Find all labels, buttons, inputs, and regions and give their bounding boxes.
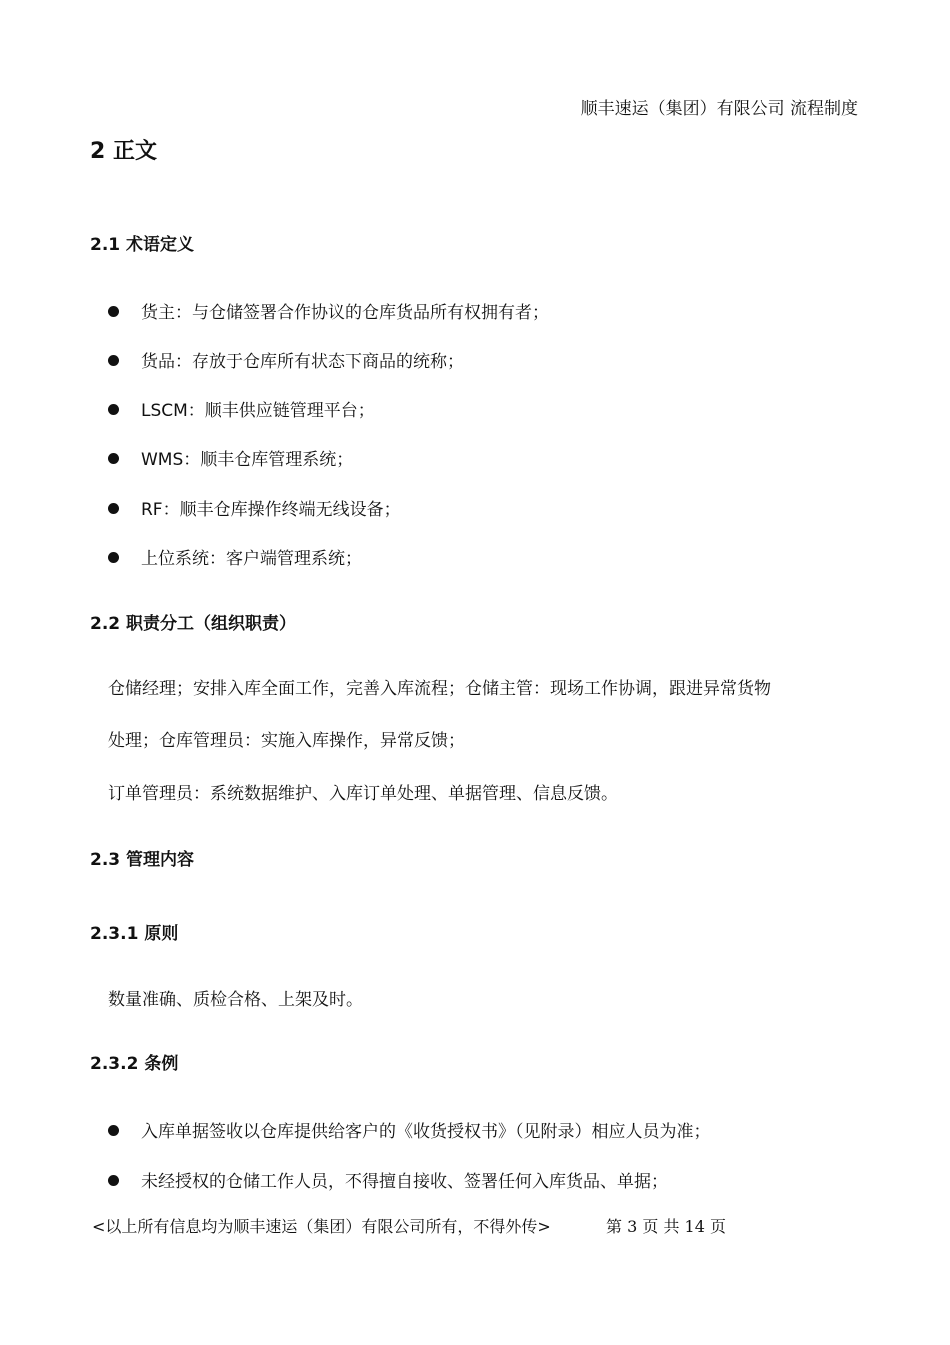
paragraph-line: 处理；仓库管理员：实施入库操作，异常反馈； bbox=[108, 731, 465, 751]
list-item: RF：顺丰仓库操作终端无线设备； bbox=[108, 495, 401, 520]
heading-2-2: 2.2 职责分工（组织职责） bbox=[90, 614, 297, 634]
list-item: 货品：存放于仓库所有状态下商品的统称； bbox=[108, 347, 464, 372]
heading-2-3-2: 2.3.2 条例 bbox=[90, 1054, 179, 1074]
paragraph-line: 仓储经理；安排入库全面工作，完善入库流程；仓储主管：现场工作协调，跟进异常货物 bbox=[108, 679, 771, 699]
page-number: 第 3 页 共 14 页 bbox=[606, 1217, 726, 1236]
bullet-icon bbox=[108, 355, 119, 366]
paragraph-line: 订单管理员：系统数据维护、入库订单处理、单据管理、信息反馈。 bbox=[108, 784, 618, 804]
section-title: 2 正文 bbox=[90, 139, 157, 164]
bullet-icon bbox=[108, 1175, 119, 1186]
list-item: 货主：与仓储签署合作协议的仓库货品所有权拥有者； bbox=[108, 298, 549, 323]
list-item: 未经授权的仓储工作人员，不得擅自接收、签署任何入库货品、单据； bbox=[108, 1167, 668, 1192]
document-header: 顺丰速运（集团）有限公司 流程制度 bbox=[580, 99, 858, 119]
list-item: WMS：顺丰仓库管理系统； bbox=[108, 445, 353, 470]
list-item: 上位系统：客户端管理系统； bbox=[108, 544, 362, 569]
heading-2-3-1: 2.3.1 原则 bbox=[90, 924, 179, 944]
bullet-icon bbox=[108, 503, 119, 514]
paragraph-line: 数量准确、质检合格、上架及时。 bbox=[108, 990, 363, 1010]
bullet-icon bbox=[108, 552, 119, 563]
list-item: LSCM：顺丰供应链管理平台； bbox=[108, 396, 375, 421]
bullet-icon bbox=[108, 306, 119, 317]
bullet-icon bbox=[108, 404, 119, 415]
bullet-icon bbox=[108, 453, 119, 464]
list-item: 入库单据签收以仓库提供给客户的《收货授权书》（见附录）相应人员为准； bbox=[108, 1117, 711, 1142]
heading-2-3: 2.3 管理内容 bbox=[90, 850, 195, 870]
heading-2-1: 2.1 术语定义 bbox=[90, 235, 195, 255]
footer-notice: <以上所有信息均为顺丰速运（集团）有限公司所有，不得外传> bbox=[92, 1217, 551, 1236]
bullet-icon bbox=[108, 1125, 119, 1136]
